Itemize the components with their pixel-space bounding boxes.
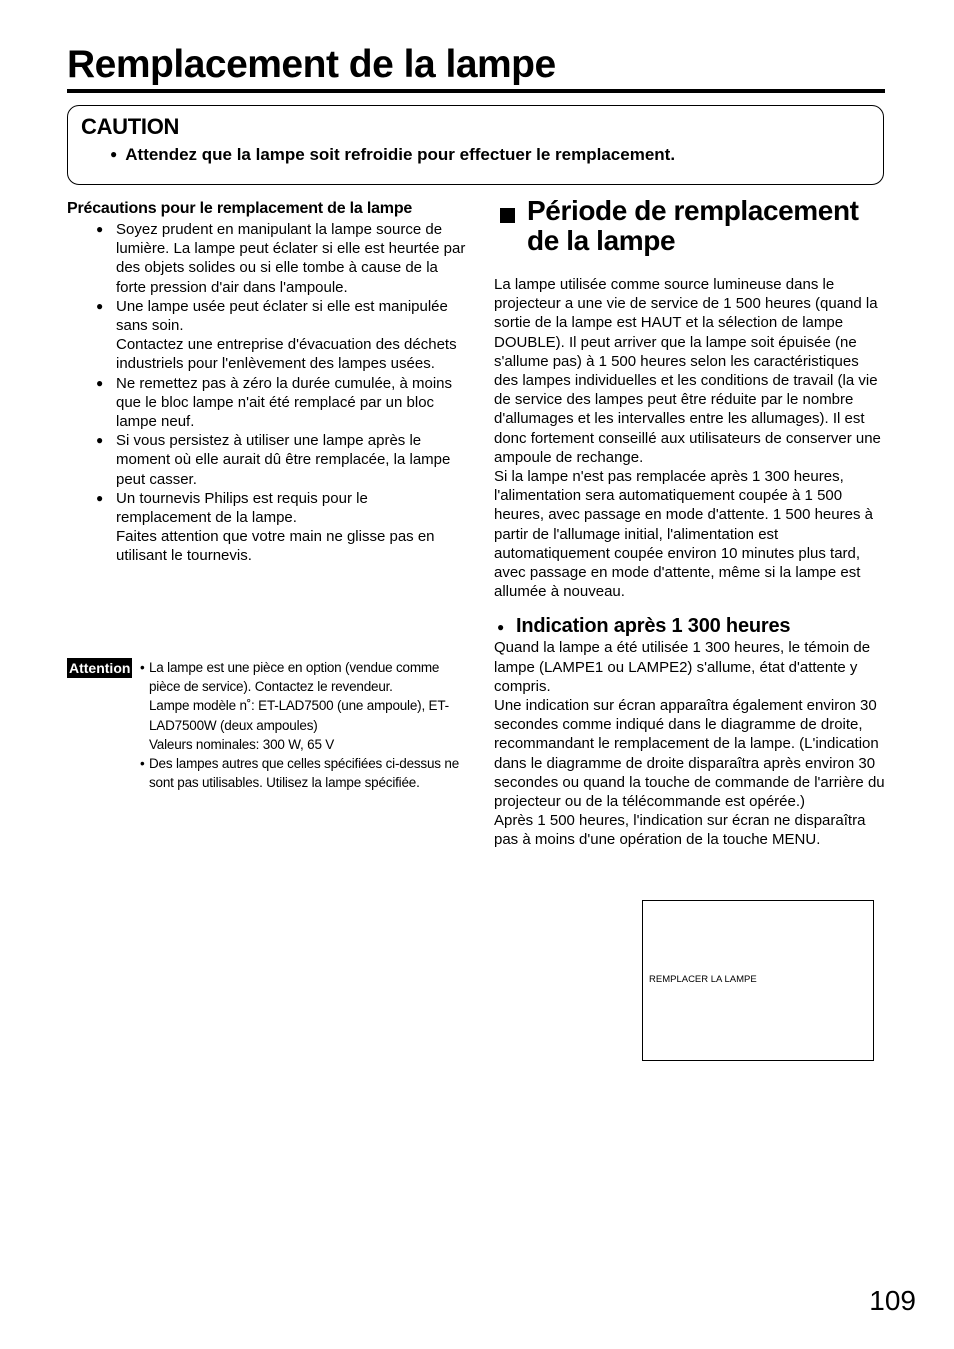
- bullet-icon: ●: [96, 490, 104, 505]
- attention-text: Des lampes autres que celles spécifiées ci-dessus ne sont pas utilisables. Utilisez la lampe spécifiée.: [149, 756, 460, 791]
- bullet-icon: ●: [96, 222, 104, 236]
- list-item-text: Si vous persistez à utiliser une lampe après le moment où elle aurait dû être remplacée, la lampe peut casser.: [116, 432, 451, 488]
- attention-item: [140, 754, 460, 792]
- list-item: [67, 220, 466, 297]
- caution-box: [67, 105, 884, 185]
- body-paragraph: Quand la lampe a été utilisée 1 300 heures, le témoin de lampe (LAMPE1 ou LAMPE2) s'allume, état d'attente y compris.: [494, 639, 871, 695]
- bullet-icon: ●: [96, 433, 104, 448]
- list-item: [67, 431, 466, 489]
- screen-message: REMPLACER LA LAMPE: [649, 974, 757, 985]
- page-title: Remplacement de la lampe: [67, 43, 556, 86]
- attention-item: [140, 658, 459, 754]
- list-item: [67, 489, 466, 566]
- body-paragraph: Si la lampe n'est pas remplacée après 1 300 heures, l'alimentation sera automatiquement coupée à 1 500 heures, avec passage en mode d'attente. 1 500 heures à partir de l'allumage initial, l'alimentation est automatiquement coupée environ 10 minutes plus tard, avec passage en mode d'attente, même si la lampe est allumée à nouveau.: [494, 468, 873, 601]
- bullet-icon: ●: [110, 147, 118, 161]
- list-item-text: Contactez une entreprise d'évacuation des déchets industriels pour l'enlèvement des lampes usées.: [116, 336, 457, 373]
- bullet-icon: •: [140, 756, 145, 772]
- list-item-text: Faites attention que votre main ne glisse pas en utilisant le tournevis.: [116, 528, 435, 565]
- list-item-text: Un tournevis Philips est requis pour le remplacement de la lampe.: [116, 489, 368, 527]
- page-number: 109: [869, 1285, 916, 1316]
- attention-text: La lampe est une pièce en option (vendue comme pièce de service). Contactez le revendeur.: [149, 660, 440, 695]
- section-heading: [494, 196, 886, 256]
- body-paragraph: Une indication sur écran apparaîtra également environ 30 secondes comme indiqué dans le diagramme de droite, recommandant le remplacement de la lampe. (L'indication dans le diagramme de droite disparaîtra après environ 30 secondes ou quand la touche de commande de l'arrière du projecteur ou de la télécommande est opérée.): [494, 697, 885, 811]
- indication-heading-text: Indication après 1 300 heures: [516, 615, 791, 638]
- attention-text: Valeurs nominales: 300 W, 65 V: [149, 736, 335, 752]
- caution-text: Attendez que la lampe soit refroidie pour effectuer le remplacement.: [125, 145, 676, 164]
- list-item: [67, 297, 466, 374]
- caution-line: [110, 145, 675, 165]
- bullet-icon: ●: [96, 375, 104, 390]
- list-item-text: Ne remettez pas à zéro la durée cumulée, à moins que le bloc lampe n'ait été remplacé par un bloc lampe neuf.: [116, 374, 452, 431]
- attention-badge: Attention: [69, 660, 131, 676]
- indication-heading: [494, 614, 886, 638]
- screen-diagram: [642, 900, 874, 1061]
- attention-text: Lampe modèle n˚: ET-LAD7500 (une ampoule), ET-LAD7500W (deux ampoules): [149, 698, 449, 733]
- precautions-list: [67, 220, 467, 566]
- periode-section: [494, 196, 886, 850]
- list-item-text: Soyez prudent en manipulant la lampe source de lumière. La lampe peut éclater si elle est heurtée par des objets solides ou si elle tombe à cause de la forte pression d'air dans l'ampoule.: [116, 221, 466, 296]
- bullet-icon: ●: [497, 620, 505, 635]
- square-bullet-icon: [500, 208, 515, 223]
- precautions-heading: Précautions pour le remplacement de la lampe: [67, 200, 413, 217]
- bullet-icon: ●: [96, 298, 104, 313]
- attention-section: [67, 658, 467, 792]
- body-paragraph: La lampe utilisée comme source lumineuse dans le projecteur a une vie de service de 1 500 heures (quand la sortie de la lampe est HAUT et la sélection de lampe DOUBLE). Il peut arriver que la lampe soit épuisée (ne s'allume pas) à 1 500 heures selon les caractéristiques des lampes individuelles et les conditions de travail (la vie de service des lampes peut être réduite par le nombre d'allumages et les intervalles entre les allumages). Il est donc fortement conseillé aux utilisateurs de conserver une ampoule de rechange.: [494, 276, 881, 466]
- section-heading-text: Période de remplacement de la lampe: [527, 195, 859, 256]
- list-item-text: Une lampe usée peut éclater si elle est manipulée sans soin.: [116, 297, 448, 335]
- list-item: [67, 374, 466, 432]
- caution-title: CAUTION: [81, 114, 180, 139]
- precautions-section: [67, 198, 467, 566]
- title-rule: [67, 89, 885, 93]
- body-paragraph: Après 1 500 heures, l'indication sur écran ne disparaîtra pas à moins d'une opération de la touche MENU.: [494, 812, 866, 849]
- bullet-icon: •: [140, 660, 145, 675]
